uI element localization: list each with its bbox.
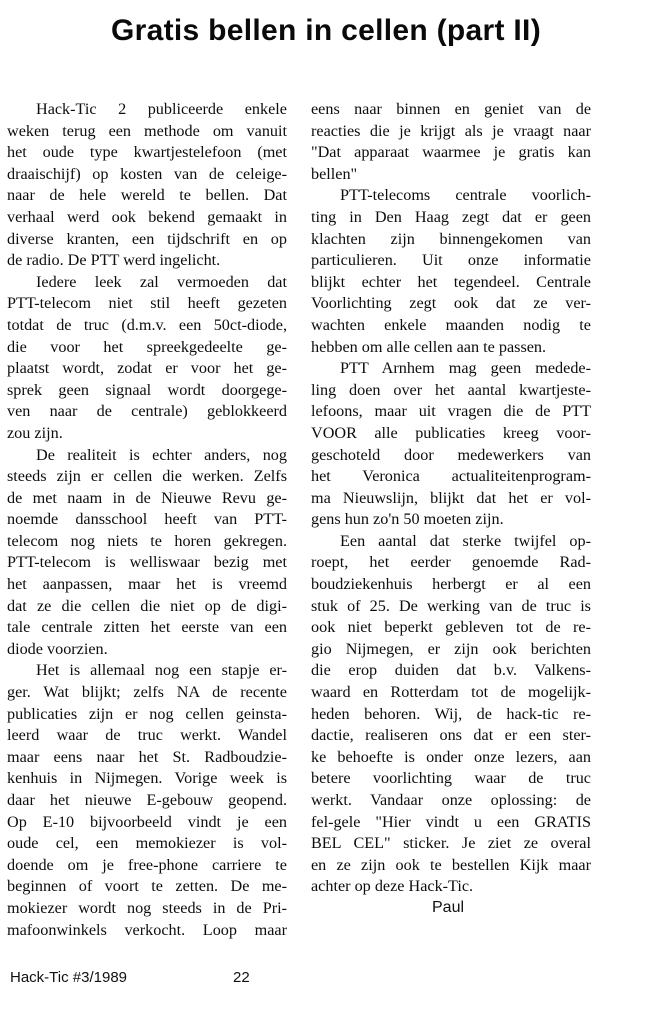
text-line: totdat de truc (d.m.v. een 50ct-diode, — [7, 315, 287, 334]
text-line: die voor het spreekgedeelte ge- — [7, 337, 287, 356]
text-line: mokiezer wordt nog steeds in de Pri- — [7, 898, 287, 917]
text-line: beginnen of voort te zetten. De me- — [7, 877, 287, 896]
text-line: ger. Wat blijkt; zelfs NA de recente — [7, 683, 287, 702]
text-line: hebben om alle cellen aan te passen. — [311, 337, 547, 356]
text-line: maar eens naar het St. Radboudzie- — [7, 747, 287, 766]
text-line: betere voorlichting waar de truc — [311, 769, 591, 788]
text-line: BEL CEL" sticker. Je ziet ze overal — [311, 834, 591, 853]
text-line: dactie, realiseren ons dat er een ster- — [311, 726, 591, 745]
text-line: Een aantal dat sterke twijfel op- — [340, 531, 591, 550]
text-line: blijkt echter het tegendeel. Centrale — [311, 272, 591, 291]
text-line: particulieren. Uit onze informatie — [311, 251, 591, 270]
text-line: die erop duiden dat b.v. Valkens- — [311, 661, 591, 680]
text-line: Hack-Tic 2 publiceerde enkele — [36, 100, 287, 118]
text-line: gens hun zo'n 50 moeten zijn. — [311, 510, 504, 529]
text-line: lefoons, maar uit vragen die de PTT — [311, 402, 591, 421]
text-line: tale centrale zitten het eerste van een — [7, 618, 287, 637]
text-line: draaischijf) op kosten van de celeige- — [7, 164, 287, 183]
text-line: VOOR alle publicaties kreeg voor- — [311, 423, 591, 442]
text-line: PTT Arnhem mag geen medede- — [340, 359, 591, 378]
text-line: Op E-10 bijvoorbeeld vindt je een — [7, 812, 287, 831]
text-line: roept, het eerder genoemde Rad- — [311, 553, 591, 572]
text-line: telecom nog niets te horen gekregen. — [7, 531, 287, 550]
text-line: PTT-telecom is welliswaar bezig met — [7, 553, 287, 572]
text-line: publicaties zijn er nog cellen geinsta- — [7, 704, 287, 723]
text-line: Voorlichting zegt ook dat ze ver- — [311, 294, 591, 313]
text-line: PTT-telecoms centrale voorlich- — [340, 186, 591, 205]
text-line: dat ze die cellen die niet op de digi- — [7, 596, 287, 615]
text-line: diverse kranten, een tijdschrift en op — [7, 229, 287, 248]
text-line: het oude type kwartjestelefoon (met — [7, 143, 287, 162]
left-column — [7, 99, 287, 941]
text-line: noemde dansschool heeft van PTT- — [7, 510, 287, 529]
text-line: fel-gele "Hier vindt u een GRATIS — [311, 812, 591, 831]
text-line: leerd waar de truc werkt. Wandel — [7, 726, 287, 745]
text-line: weken terug een methode om vanuit — [7, 121, 287, 140]
text-line: achter op deze Hack-Tic. — [311, 877, 474, 896]
text-line: reacties die je krijgt als je vraagt naar — [311, 121, 591, 140]
text-line: werkt. Vandaar onze oplossing: de — [311, 791, 591, 809]
text-line: het aanpassen, maar het is vreemd — [7, 575, 287, 594]
text-line: gio Nijmegen, er zijn ook berichten — [311, 639, 591, 658]
text-line: verhaal werd ook bekend gemaakt in — [7, 207, 287, 226]
text-line: waard en Rotterdam tot de mogelijk- — [311, 683, 591, 702]
text-line: steeds zijn er cellen die werken. Zelfs — [7, 467, 287, 486]
text-line: plaatst wordt, zodat er voor het ge- — [7, 359, 287, 378]
text-line: doende om je free-phone carriere te — [7, 855, 287, 874]
text-line: PTT-telecom niet stil heeft gezeten — [7, 294, 287, 313]
text-line: Het is allemaal nog een stapje er- — [36, 661, 287, 680]
text-line: mafoonwinkels verkocht. Loop maar — [7, 920, 287, 939]
text-line: ke behoefte is onder onze lezers, aan — [311, 747, 591, 766]
text-line: heden behoren. Wij, de hack-tic re- — [311, 704, 591, 723]
text-line: en ze zijn ook te bestellen Kijk maar — [311, 855, 591, 874]
text-line: zou zijn. — [7, 423, 63, 442]
text-line: wachten enkele maanden nodig te — [311, 315, 591, 334]
article-title: Gratis bellen in cellen (part II) — [110, 14, 541, 47]
text-line: de met naam in de Nieuwe Revu ge- — [7, 488, 287, 507]
text-line: daar het nieuwe E-gebouw geopend. — [7, 791, 287, 809]
text-line: het Veronica actualiteitenprogram- — [311, 467, 591, 486]
text-line: oude cel, een memokiezer is vol- — [7, 834, 287, 853]
text-line: ook niet beperkt gebleven tot de re- — [311, 618, 591, 637]
text-line: geschoteld door medewerkers van — [311, 445, 591, 464]
text-line: klachten zijn binnengekomen van — [311, 229, 591, 248]
text-line: de radio. De PTT werd ingelicht. — [7, 251, 221, 270]
text-line: boudziekenhuis herbergt er al een — [311, 575, 591, 594]
author-signature: Paul — [432, 899, 465, 916]
text-line: eens naar binnen en geniet van de — [311, 100, 591, 118]
text-line: diode voorzien. — [7, 639, 108, 658]
text-line: ma Nieuwslijn, blijkt dat het er vol- — [311, 488, 591, 507]
text-line: "Dat apparaat waarmee je gratis kan — [311, 143, 591, 162]
text-line: naar de hele wereld te bellen. Dat — [7, 186, 287, 205]
text-line: sprek geen signaal wordt doorgege- — [7, 380, 287, 399]
right-column — [311, 99, 591, 898]
text-line: stuk of 25. De werking van de truc is — [311, 596, 591, 615]
text-line: bellen" — [311, 164, 358, 183]
footer-publication: Hack-Tic #3/1989 — [10, 969, 127, 986]
text-line: ting in Den Haag zegt dat er geen — [311, 207, 591, 226]
text-line: ling doen over het aantal kwartjeste- — [311, 380, 591, 399]
text-line: kenhuis in Nijmegen. Vorige week is — [7, 769, 287, 788]
text-line: ven naar de centrale) geblokkeerd — [7, 402, 287, 421]
footer-page-number: 22 — [233, 969, 250, 986]
text-line: De realiteit is echter anders, nog — [36, 445, 287, 464]
text-line: Iedere leek zal vermoeden dat — [36, 272, 287, 291]
